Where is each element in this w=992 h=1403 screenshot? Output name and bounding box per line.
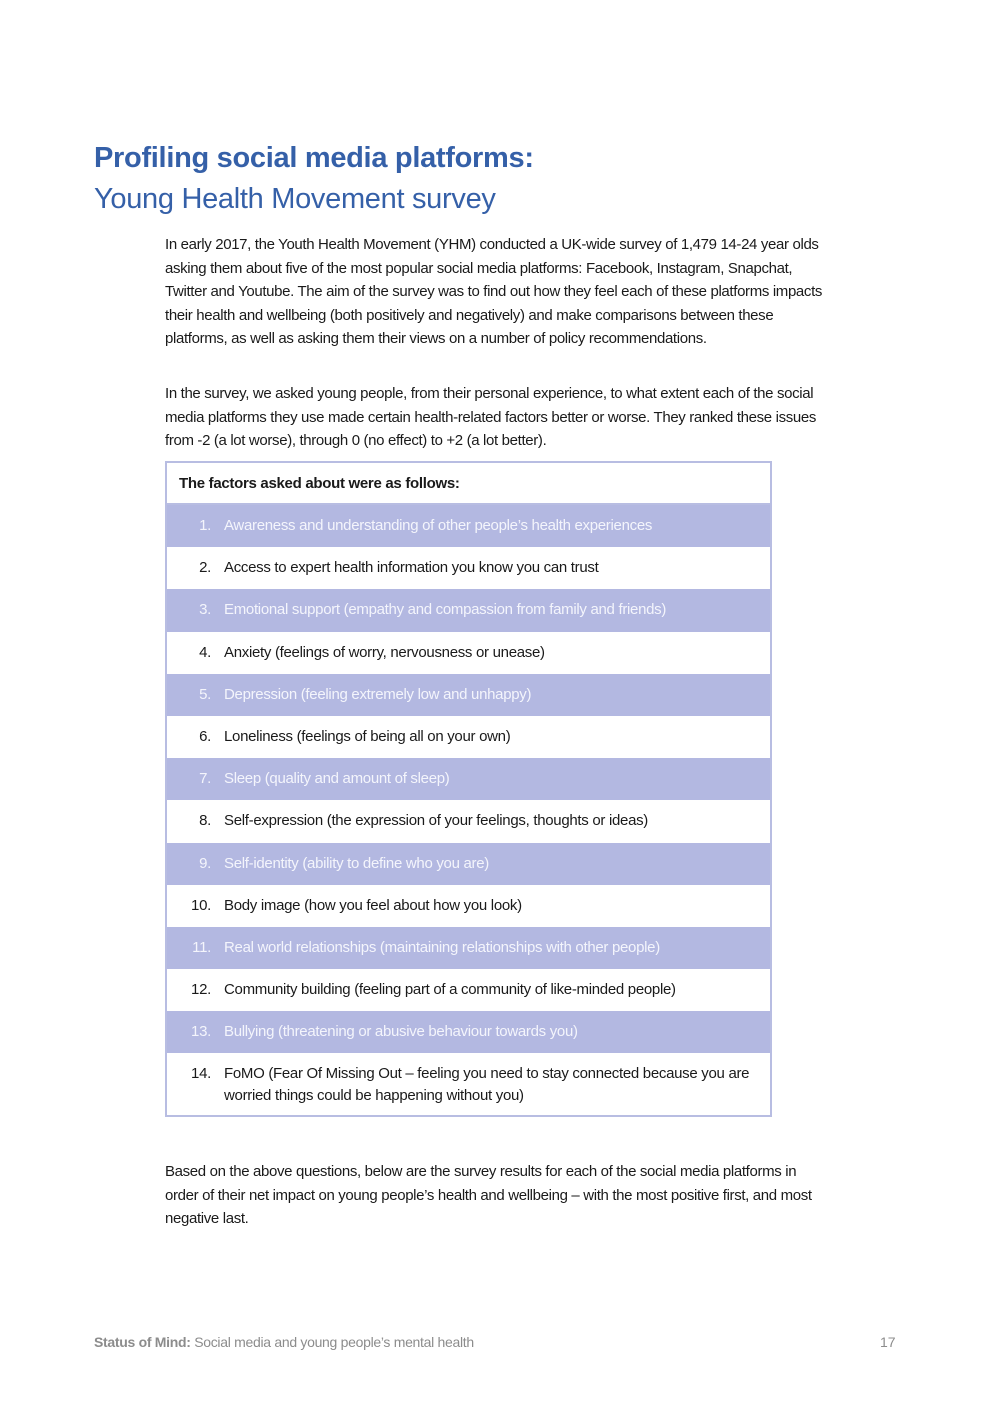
factor-row — [167, 589, 770, 631]
factor-row — [167, 1011, 770, 1053]
page-number: 17 — [880, 1334, 896, 1350]
factor-text: Self-expression (the expression of your feelings, thoughts or ideas) — [224, 812, 649, 830]
factor-text: Sleep (quality and amount of sleep) — [224, 770, 450, 788]
factor-row — [167, 885, 770, 927]
factor-text: Body image (how you feel about how you look) — [224, 896, 522, 914]
factor-number: 7. — [199, 770, 211, 788]
factor-text: Anxiety (feelings of worry, nervousness or unease) — [224, 643, 545, 661]
factor-text: Self-identity (ability to define who you are) — [224, 854, 489, 872]
factor-row — [167, 632, 770, 674]
factor-number: 12. — [191, 981, 211, 999]
factors-box — [165, 461, 772, 1117]
factor-number: 11. — [192, 938, 211, 956]
factor-number: 4. — [199, 643, 211, 661]
factor-row — [167, 843, 770, 885]
factor-text: Community building (feeling part of a community of like-minded people) — [224, 981, 676, 999]
closing-paragraph: Based on the above questions, below are the survey results for each of the social media platforms in order of their net impact on young people’s health and wellbeing – with the most positive first, and most negative last. — [165, 1163, 812, 1227]
factor-row — [167, 716, 770, 758]
factor-number: 5. — [199, 685, 211, 703]
factor-row — [167, 547, 770, 589]
footer-title — [94, 1334, 474, 1350]
footer-title-bold: Status of Mind: — [94, 1334, 191, 1350]
factor-number: 10. — [191, 896, 211, 914]
page-subtitle: Young Health Movement survey — [94, 183, 496, 215]
factor-text: Loneliness (feelings of being all on your own) — [224, 727, 511, 745]
factor-row — [167, 927, 770, 969]
factor-text: Depression (feeling extremely low and unhappy) — [224, 685, 532, 703]
factor-number: 9. — [199, 854, 211, 872]
factor-number: 1. — [199, 517, 211, 534]
factors-header: The factors asked about were as follows: — [167, 463, 770, 505]
factor-row — [167, 505, 770, 547]
factor-number: 2. — [199, 559, 211, 577]
factor-text: Emotional support (empathy and compassion from family and friends) — [224, 601, 667, 619]
factor-number: 14. — [191, 1065, 211, 1083]
factor-text: FoMO (Fear Of Missing Out – feeling you need to stay connected because you are worried things could be happening without you) — [224, 1065, 750, 1105]
factor-row — [167, 800, 770, 842]
factor-row — [167, 758, 770, 800]
factor-number: 13. — [191, 1023, 211, 1041]
page-title: Profiling social media platforms: — [94, 142, 534, 174]
factor-number: 3. — [199, 601, 211, 619]
factor-text: Awareness and understanding of other people’s health experiences — [224, 517, 653, 534]
factor-row — [167, 674, 770, 716]
factor-row — [167, 969, 770, 1011]
footer-title-rest: Social media and young people’s mental health — [190, 1334, 474, 1350]
factor-text: Access to expert health information you know you can trust — [224, 559, 599, 577]
factor-row — [167, 1053, 770, 1115]
intro-paragraph-1: In early 2017, the Youth Health Movement (YHM) conducted a UK-wide survey of 1,479 14-24 year olds asking them about five of the most popular social media platforms: Facebook, Instagram, Snapchat, Twitter and Youtube. The aim of the survey was to find out how they feel each of these platforms impacts their health and wellbeing (both positively and negatively) and make comparisons between these platforms, as well as asking them their views on a number of policy recommendations. — [165, 236, 823, 347]
intro-paragraph-2: In the survey, we asked young people, from their personal experience, to what extent each of the social media platforms they use made certain health-related factors better or worse. They ranked these issues from -2 (a lot worse), through 0 (no effect) to +2 (a lot better). — [165, 385, 817, 449]
factor-number: 8. — [199, 812, 211, 830]
factor-text: Real world relationships (maintaining relationships with other people) — [224, 938, 660, 956]
factor-number: 6. — [199, 727, 211, 745]
factor-text: Bullying (threatening or abusive behaviour towards you) — [224, 1023, 578, 1041]
